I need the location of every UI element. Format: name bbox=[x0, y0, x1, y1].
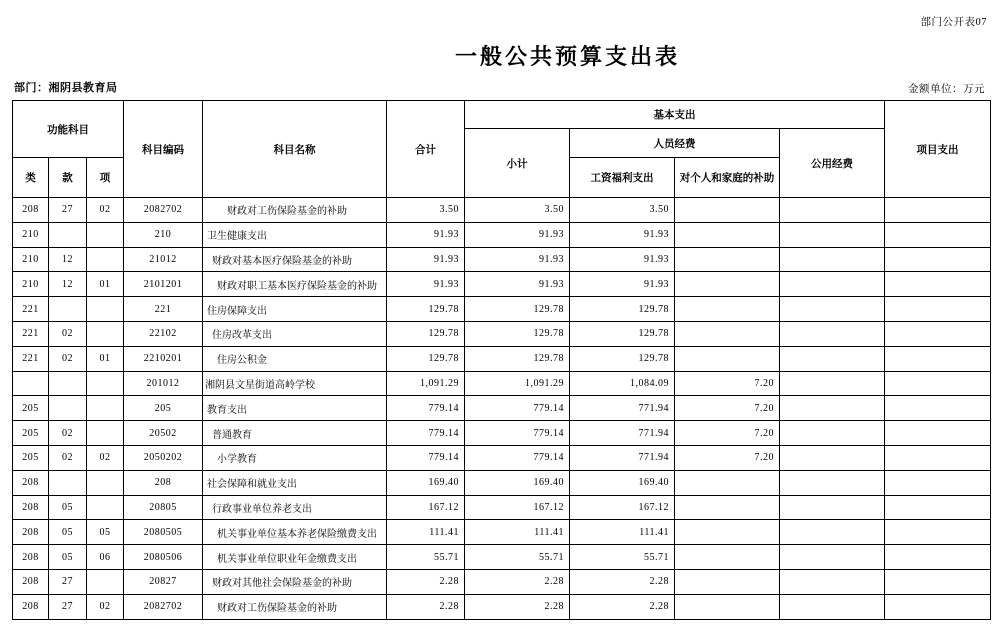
cell-subject-code: 205 bbox=[124, 396, 203, 421]
cell-subject-name: 湘阴县文星街道高岭学校 bbox=[203, 371, 387, 396]
cell-project-expenditure bbox=[885, 247, 991, 272]
cell-section: 02 bbox=[49, 346, 87, 371]
cell-section bbox=[49, 222, 87, 247]
cell-subject-name: 住房改革支出 bbox=[203, 321, 387, 346]
cell-subtotal: 167.12 bbox=[465, 495, 570, 520]
cell-subject-name: 财政对职工基本医疗保险基金的补助 bbox=[203, 272, 387, 297]
cell-wage-welfare: 2.28 bbox=[570, 569, 675, 594]
cell-section: 02 bbox=[49, 445, 87, 470]
header-subject-name: 科目名称 bbox=[203, 101, 387, 198]
cell-subject-code: 221 bbox=[124, 297, 203, 322]
cell-public-funds bbox=[780, 470, 885, 495]
cell-subtotal: 91.93 bbox=[465, 247, 570, 272]
cell-wage-welfare: 2.28 bbox=[570, 594, 675, 619]
cell-total: 779.14 bbox=[387, 396, 465, 421]
cell-category: 205 bbox=[13, 396, 49, 421]
cell-total: 2.28 bbox=[387, 569, 465, 594]
amount-unit-label: 金额单位：万元 bbox=[908, 84, 985, 95]
cell-public-funds bbox=[780, 371, 885, 396]
cell-item bbox=[87, 495, 124, 520]
cell-family-subsidy bbox=[675, 272, 780, 297]
header-wage-welfare: 工资福利支出 bbox=[570, 158, 675, 198]
cell-subject-code: 2082702 bbox=[124, 594, 203, 619]
cell-family-subsidy bbox=[675, 545, 780, 570]
cell-family-subsidy bbox=[675, 198, 780, 223]
cell-public-funds bbox=[780, 247, 885, 272]
cell-subtotal: 779.14 bbox=[465, 396, 570, 421]
cell-item: 02 bbox=[87, 594, 124, 619]
cell-item bbox=[87, 470, 124, 495]
cell-category: 208 bbox=[13, 594, 49, 619]
cell-total: 1,091.29 bbox=[387, 371, 465, 396]
cell-public-funds bbox=[780, 396, 885, 421]
cell-subject-name: 小学教育 bbox=[203, 445, 387, 470]
cell-public-funds bbox=[780, 222, 885, 247]
cell-wage-welfare: 169.40 bbox=[570, 470, 675, 495]
cell-public-funds bbox=[780, 445, 885, 470]
cell-category: 221 bbox=[13, 297, 49, 322]
cell-subtotal: 129.78 bbox=[465, 297, 570, 322]
page-title: 一般公共预算支出表 bbox=[455, 44, 681, 69]
cell-subject-code: 2050202 bbox=[124, 445, 203, 470]
table-row bbox=[13, 346, 991, 371]
cell-project-expenditure bbox=[885, 520, 991, 545]
cell-subject-name: 卫生健康支出 bbox=[203, 222, 387, 247]
cell-family-subsidy bbox=[675, 569, 780, 594]
cell-public-funds bbox=[780, 569, 885, 594]
cell-section: 27 bbox=[49, 569, 87, 594]
cell-wage-welfare: 91.93 bbox=[570, 272, 675, 297]
cell-project-expenditure bbox=[885, 272, 991, 297]
cell-item: 05 bbox=[87, 520, 124, 545]
cell-item bbox=[87, 297, 124, 322]
table-row bbox=[13, 445, 991, 470]
cell-item bbox=[87, 222, 124, 247]
table-row bbox=[13, 421, 991, 446]
cell-section: 12 bbox=[49, 247, 87, 272]
cell-total: 779.14 bbox=[387, 445, 465, 470]
cell-section: 05 bbox=[49, 545, 87, 570]
cell-subject-code: 201012 bbox=[124, 371, 203, 396]
header-item: 项 bbox=[87, 158, 124, 198]
cell-section bbox=[49, 371, 87, 396]
cell-wage-welfare: 111.41 bbox=[570, 520, 675, 545]
corner-label: 部门公开表07 bbox=[920, 17, 987, 28]
header-family-subsidy: 对个人和家庭的补助 bbox=[675, 158, 780, 198]
department-label: 部门：湘阴县教育局 bbox=[14, 82, 118, 94]
cell-project-expenditure bbox=[885, 569, 991, 594]
header-total: 合计 bbox=[387, 101, 465, 198]
cell-total: 129.78 bbox=[387, 297, 465, 322]
cell-item: 02 bbox=[87, 445, 124, 470]
cell-section: 02 bbox=[49, 321, 87, 346]
cell-family-subsidy bbox=[675, 470, 780, 495]
cell-project-expenditure bbox=[885, 495, 991, 520]
cell-subtotal: 779.14 bbox=[465, 421, 570, 446]
cell-public-funds bbox=[780, 321, 885, 346]
cell-category bbox=[13, 371, 49, 396]
cell-subject-code: 20805 bbox=[124, 495, 203, 520]
cell-item: 01 bbox=[87, 272, 124, 297]
cell-wage-welfare: 91.93 bbox=[570, 222, 675, 247]
cell-subject-code: 20502 bbox=[124, 421, 203, 446]
cell-total: 55.71 bbox=[387, 545, 465, 570]
cell-subject-name: 社会保障和就业支出 bbox=[203, 470, 387, 495]
cell-total: 91.93 bbox=[387, 222, 465, 247]
header-personnel-funds: 人员经费 bbox=[570, 129, 780, 158]
cell-family-subsidy bbox=[675, 520, 780, 545]
cell-subject-code: 2101201 bbox=[124, 272, 203, 297]
table-row bbox=[13, 371, 991, 396]
cell-item bbox=[87, 569, 124, 594]
cell-public-funds bbox=[780, 346, 885, 371]
cell-wage-welfare: 55.71 bbox=[570, 545, 675, 570]
cell-subject-name: 住房公积金 bbox=[203, 346, 387, 371]
cell-category: 208 bbox=[13, 569, 49, 594]
header-public-funds: 公用经费 bbox=[780, 129, 885, 198]
cell-wage-welfare: 1,084.09 bbox=[570, 371, 675, 396]
cell-category: 221 bbox=[13, 346, 49, 371]
cell-public-funds bbox=[780, 520, 885, 545]
cell-family-subsidy: 7.20 bbox=[675, 396, 780, 421]
cell-subject-name: 机关事业单位职业年金缴费支出 bbox=[203, 545, 387, 570]
cell-subtotal: 2.28 bbox=[465, 594, 570, 619]
cell-category: 208 bbox=[13, 545, 49, 570]
cell-subject-name: 财政对工伤保险基金的补助 bbox=[203, 594, 387, 619]
cell-subtotal: 129.78 bbox=[465, 346, 570, 371]
cell-public-funds bbox=[780, 198, 885, 223]
cell-section bbox=[49, 470, 87, 495]
cell-section: 05 bbox=[49, 520, 87, 545]
table-row bbox=[13, 569, 991, 594]
header-subject-code: 科目编码 bbox=[124, 101, 203, 198]
cell-section: 02 bbox=[49, 421, 87, 446]
cell-subtotal: 55.71 bbox=[465, 545, 570, 570]
cell-subject-name: 机关事业单位基本养老保险缴费支出 bbox=[203, 520, 387, 545]
cell-wage-welfare: 167.12 bbox=[570, 495, 675, 520]
cell-family-subsidy bbox=[675, 495, 780, 520]
cell-item: 01 bbox=[87, 346, 124, 371]
cell-project-expenditure bbox=[885, 346, 991, 371]
cell-item bbox=[87, 396, 124, 421]
cell-item bbox=[87, 247, 124, 272]
cell-family-subsidy bbox=[675, 297, 780, 322]
cell-category: 210 bbox=[13, 247, 49, 272]
cell-section bbox=[49, 396, 87, 421]
cell-total: 111.41 bbox=[387, 520, 465, 545]
table-row bbox=[13, 321, 991, 346]
cell-item: 06 bbox=[87, 545, 124, 570]
table-row bbox=[13, 222, 991, 247]
cell-family-subsidy bbox=[675, 321, 780, 346]
cell-public-funds bbox=[780, 272, 885, 297]
cell-family-subsidy bbox=[675, 346, 780, 371]
cell-project-expenditure bbox=[885, 297, 991, 322]
cell-subject-code: 2080506 bbox=[124, 545, 203, 570]
cell-family-subsidy bbox=[675, 594, 780, 619]
cell-wage-welfare: 771.94 bbox=[570, 421, 675, 446]
cell-project-expenditure bbox=[885, 545, 991, 570]
cell-wage-welfare: 771.94 bbox=[570, 396, 675, 421]
cell-subject-code: 2080505 bbox=[124, 520, 203, 545]
table-row bbox=[13, 520, 991, 545]
cell-category: 210 bbox=[13, 222, 49, 247]
cell-section: 05 bbox=[49, 495, 87, 520]
cell-project-expenditure bbox=[885, 321, 991, 346]
cell-subject-name: 教育支出 bbox=[203, 396, 387, 421]
cell-item bbox=[87, 371, 124, 396]
cell-subject-code: 2082702 bbox=[124, 198, 203, 223]
cell-project-expenditure bbox=[885, 445, 991, 470]
cell-item bbox=[87, 421, 124, 446]
cell-project-expenditure bbox=[885, 222, 991, 247]
cell-total: 91.93 bbox=[387, 247, 465, 272]
cell-family-subsidy bbox=[675, 222, 780, 247]
cell-item bbox=[87, 321, 124, 346]
cell-section bbox=[49, 297, 87, 322]
cell-category: 205 bbox=[13, 445, 49, 470]
cell-subtotal: 91.93 bbox=[465, 222, 570, 247]
cell-public-funds bbox=[780, 594, 885, 619]
cell-wage-welfare: 129.78 bbox=[570, 346, 675, 371]
cell-total: 3.50 bbox=[387, 198, 465, 223]
table-row bbox=[13, 396, 991, 421]
cell-total: 779.14 bbox=[387, 421, 465, 446]
table-row bbox=[13, 272, 991, 297]
cell-category: 208 bbox=[13, 495, 49, 520]
cell-public-funds bbox=[780, 297, 885, 322]
cell-wage-welfare: 129.78 bbox=[570, 321, 675, 346]
table-row bbox=[13, 247, 991, 272]
cell-category: 221 bbox=[13, 321, 49, 346]
cell-public-funds bbox=[780, 421, 885, 446]
cell-item: 02 bbox=[87, 198, 124, 223]
header-basic-expenditure: 基本支出 bbox=[465, 101, 885, 129]
cell-wage-welfare: 771.94 bbox=[570, 445, 675, 470]
cell-family-subsidy: 7.20 bbox=[675, 421, 780, 446]
cell-total: 2.28 bbox=[387, 594, 465, 619]
cell-wage-welfare: 3.50 bbox=[570, 198, 675, 223]
cell-total: 169.40 bbox=[387, 470, 465, 495]
table-row bbox=[13, 198, 991, 223]
cell-subtotal: 779.14 bbox=[465, 445, 570, 470]
cell-project-expenditure bbox=[885, 396, 991, 421]
cell-section: 12 bbox=[49, 272, 87, 297]
cell-subtotal: 129.78 bbox=[465, 321, 570, 346]
cell-subject-code: 21012 bbox=[124, 247, 203, 272]
cell-category: 210 bbox=[13, 272, 49, 297]
cell-subject-name: 普通教育 bbox=[203, 421, 387, 446]
cell-subtotal: 111.41 bbox=[465, 520, 570, 545]
cell-project-expenditure bbox=[885, 594, 991, 619]
cell-project-expenditure bbox=[885, 421, 991, 446]
table-header bbox=[13, 101, 991, 198]
header-section: 款 bbox=[49, 158, 87, 198]
budget-table bbox=[12, 100, 991, 620]
cell-subject-code: 208 bbox=[124, 470, 203, 495]
cell-subtotal: 1,091.29 bbox=[465, 371, 570, 396]
cell-subject-code: 210 bbox=[124, 222, 203, 247]
cell-category: 208 bbox=[13, 470, 49, 495]
cell-subtotal: 169.40 bbox=[465, 470, 570, 495]
cell-family-subsidy bbox=[675, 247, 780, 272]
table-row bbox=[13, 297, 991, 322]
cell-wage-welfare: 129.78 bbox=[570, 297, 675, 322]
cell-wage-welfare: 91.93 bbox=[570, 247, 675, 272]
table-row bbox=[13, 545, 991, 570]
cell-category: 208 bbox=[13, 198, 49, 223]
cell-subject-name: 财政对基本医疗保险基金的补助 bbox=[203, 247, 387, 272]
cell-section: 27 bbox=[49, 198, 87, 223]
cell-total: 167.12 bbox=[387, 495, 465, 520]
cell-subject-name: 住房保障支出 bbox=[203, 297, 387, 322]
header-category: 类 bbox=[13, 158, 49, 198]
cell-family-subsidy: 7.20 bbox=[675, 371, 780, 396]
cell-category: 208 bbox=[13, 520, 49, 545]
cell-total: 91.93 bbox=[387, 272, 465, 297]
cell-subtotal: 2.28 bbox=[465, 569, 570, 594]
cell-subject-name: 行政事业单位养老支出 bbox=[203, 495, 387, 520]
cell-section: 27 bbox=[49, 594, 87, 619]
cell-subtotal: 91.93 bbox=[465, 272, 570, 297]
cell-subject-code: 22102 bbox=[124, 321, 203, 346]
header-subtotal: 小计 bbox=[465, 129, 570, 198]
cell-project-expenditure bbox=[885, 470, 991, 495]
table-row bbox=[13, 594, 991, 619]
cell-subject-code: 2210201 bbox=[124, 346, 203, 371]
table-body bbox=[13, 198, 991, 620]
cell-project-expenditure bbox=[885, 198, 991, 223]
cell-family-subsidy: 7.20 bbox=[675, 445, 780, 470]
cell-subject-name: 财政对其他社会保险基金的补助 bbox=[203, 569, 387, 594]
header-project-expenditure: 项目支出 bbox=[885, 101, 991, 198]
cell-total: 129.78 bbox=[387, 346, 465, 371]
cell-project-expenditure bbox=[885, 371, 991, 396]
table-row bbox=[13, 495, 991, 520]
cell-category: 205 bbox=[13, 421, 49, 446]
header-function-subject: 功能科目 bbox=[13, 101, 124, 158]
cell-public-funds bbox=[780, 495, 885, 520]
cell-subtotal: 3.50 bbox=[465, 198, 570, 223]
cell-subject-name: 财政对工伤保险基金的补助 bbox=[203, 198, 387, 223]
cell-subject-code: 20827 bbox=[124, 569, 203, 594]
cell-public-funds bbox=[780, 545, 885, 570]
table-row bbox=[13, 470, 991, 495]
cell-total: 129.78 bbox=[387, 321, 465, 346]
